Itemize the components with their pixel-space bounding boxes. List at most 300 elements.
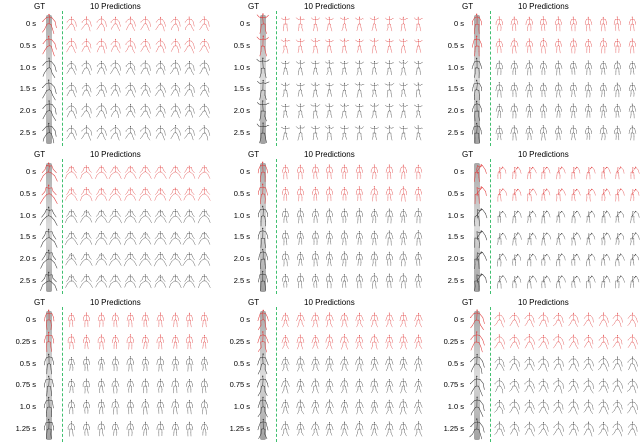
predictions-grid [64, 13, 212, 146]
gt-prediction-divider [62, 307, 63, 442]
gt-pose [252, 353, 274, 375]
prediction-pose [367, 331, 382, 353]
prediction-pose [168, 205, 183, 227]
prediction-pose [337, 79, 352, 101]
prediction-pose [94, 353, 109, 375]
prediction-pose [79, 183, 94, 205]
gt-pose [38, 270, 60, 292]
prediction-pose [278, 161, 293, 183]
gt-pose [466, 248, 488, 270]
prediction-pose [153, 79, 168, 101]
prediction-pose [322, 309, 337, 331]
prediction-pose [153, 122, 168, 144]
prediction-pose [197, 331, 212, 353]
gt-pose [252, 418, 274, 440]
prediction-pose [367, 183, 382, 205]
prediction-pose [337, 122, 352, 144]
prediction-pose [382, 227, 397, 249]
gt-pose [252, 270, 274, 292]
prediction-pose [566, 205, 581, 227]
prediction-pose [522, 35, 537, 57]
prediction-pose [94, 183, 109, 205]
time-label: 2.5 s [234, 128, 250, 137]
prediction-pose [596, 375, 611, 397]
prediction-pose [507, 375, 522, 397]
gt-pose [466, 418, 488, 440]
prediction-pose [182, 248, 197, 270]
prediction-pose [308, 375, 323, 397]
prediction-pose [138, 57, 153, 79]
prediction-pose [352, 183, 367, 205]
prediction-pose [182, 13, 197, 35]
prediction-pose [382, 122, 397, 144]
prediction-pose [396, 418, 411, 440]
time-label: 2.0 s [234, 106, 250, 115]
prediction-pose [382, 35, 397, 57]
time-label: 0 s [240, 315, 250, 324]
gt-column-label: GT [462, 298, 473, 307]
prediction-pose [168, 161, 183, 183]
prediction-pose [79, 309, 94, 331]
time-label: 1.5 s [234, 232, 250, 241]
prediction-panel [432, 298, 640, 442]
prediction-pose [596, 270, 611, 292]
prediction-pose [596, 353, 611, 375]
prediction-pose [581, 79, 596, 101]
prediction-pose [278, 13, 293, 35]
prediction-pose [610, 57, 625, 79]
prediction-pose [581, 270, 596, 292]
prediction-pose [168, 248, 183, 270]
prediction-pose [322, 35, 337, 57]
prediction-pose [522, 396, 537, 418]
prediction-pose [197, 205, 212, 227]
prediction-pose [337, 205, 352, 227]
prediction-pose [610, 248, 625, 270]
prediction-pose [596, 248, 611, 270]
prediction-pose [566, 309, 581, 331]
prediction-pose [596, 205, 611, 227]
prediction-pose [168, 418, 183, 440]
prediction-pose [138, 418, 153, 440]
gt-pose [38, 35, 60, 57]
prediction-pose [64, 375, 79, 397]
prediction-pose [123, 205, 138, 227]
predictions-grid [492, 161, 640, 294]
prediction-pose [581, 248, 596, 270]
prediction-pose [168, 227, 183, 249]
prediction-pose [153, 227, 168, 249]
prediction-pose [522, 270, 537, 292]
prediction-pose [79, 331, 94, 353]
prediction-pose [566, 227, 581, 249]
prediction-pose [337, 353, 352, 375]
prediction-pose [94, 309, 109, 331]
prediction-pose [278, 375, 293, 397]
prediction-pose [551, 57, 566, 79]
prediction-pose [492, 270, 507, 292]
prediction-pose [94, 396, 109, 418]
prediction-pose [352, 375, 367, 397]
predictions-column-label: 10 Predictions [304, 298, 355, 307]
prediction-pose [123, 161, 138, 183]
prediction-pose [581, 227, 596, 249]
prediction-pose [596, 309, 611, 331]
prediction-pose [182, 375, 197, 397]
gt-pose [466, 183, 488, 205]
time-label: 1.0 s [20, 402, 36, 411]
prediction-pose [581, 375, 596, 397]
gt-pose [38, 375, 60, 397]
prediction-pose [197, 309, 212, 331]
gt-pose [252, 100, 274, 122]
ground-truth-column [466, 309, 488, 442]
gt-prediction-divider [276, 307, 277, 442]
gt-pose [252, 183, 274, 205]
gt-pose [38, 13, 60, 35]
time-label: 0 s [240, 167, 250, 176]
prediction-pose [411, 309, 426, 331]
prediction-pose [536, 79, 551, 101]
prediction-pose [382, 248, 397, 270]
time-label: 1.0 s [234, 63, 250, 72]
prediction-pose [536, 183, 551, 205]
prediction-pose [278, 353, 293, 375]
prediction-pose [382, 100, 397, 122]
prediction-pose [551, 183, 566, 205]
prediction-pose [396, 122, 411, 144]
prediction-pose [153, 100, 168, 122]
prediction-pose [108, 331, 123, 353]
gt-column-label: GT [462, 150, 473, 159]
time-label: 0 s [26, 167, 36, 176]
prediction-pose [581, 183, 596, 205]
prediction-pose [123, 309, 138, 331]
predictions-grid [278, 161, 426, 294]
prediction-pose [108, 13, 123, 35]
prediction-pose [536, 270, 551, 292]
prediction-pose [293, 227, 308, 249]
prediction-pose [197, 79, 212, 101]
gt-pose [466, 13, 488, 35]
prediction-pose [123, 35, 138, 57]
prediction-pose [551, 100, 566, 122]
prediction-pose [551, 353, 566, 375]
prediction-pose [610, 353, 625, 375]
gt-pose [252, 248, 274, 270]
prediction-pose [168, 375, 183, 397]
time-label: 1.25 s [444, 424, 464, 433]
prediction-pose [352, 161, 367, 183]
prediction-pose [492, 331, 507, 353]
prediction-pose [94, 248, 109, 270]
time-label: 2.0 s [20, 254, 36, 263]
prediction-pose [610, 309, 625, 331]
gt-pose [252, 396, 274, 418]
prediction-pose [153, 161, 168, 183]
prediction-pose [411, 79, 426, 101]
prediction-pose [308, 183, 323, 205]
prediction-pose [138, 309, 153, 331]
prediction-pose [625, 248, 640, 270]
prediction-pose [411, 248, 426, 270]
gt-pose [38, 309, 60, 331]
prediction-pose [278, 396, 293, 418]
prediction-pose [278, 183, 293, 205]
prediction-pose [94, 100, 109, 122]
prediction-pose [278, 309, 293, 331]
prediction-pose [492, 205, 507, 227]
prediction-pose [551, 13, 566, 35]
prediction-pose [411, 35, 426, 57]
prediction-pose [536, 309, 551, 331]
gt-column-label: GT [34, 298, 45, 307]
gt-pose [252, 161, 274, 183]
prediction-pose [168, 183, 183, 205]
prediction-pose [382, 13, 397, 35]
gt-pose [466, 396, 488, 418]
prediction-pose [123, 418, 138, 440]
gt-pose [252, 13, 274, 35]
prediction-pose [293, 183, 308, 205]
prediction-pose [492, 79, 507, 101]
prediction-pose [94, 161, 109, 183]
time-label: 2.5 s [448, 128, 464, 137]
ground-truth-column [466, 13, 488, 146]
prediction-pose [625, 100, 640, 122]
prediction-panel [4, 2, 214, 146]
gt-pose [466, 57, 488, 79]
gt-pose [38, 331, 60, 353]
gt-pose [252, 57, 274, 79]
prediction-pose [396, 396, 411, 418]
prediction-pose [322, 100, 337, 122]
time-label: 0.5 s [234, 41, 250, 50]
prediction-pose [492, 122, 507, 144]
prediction-pose [123, 331, 138, 353]
gt-pose [38, 227, 60, 249]
prediction-pose [79, 205, 94, 227]
prediction-pose [625, 35, 640, 57]
prediction-pose [153, 375, 168, 397]
prediction-pose [308, 79, 323, 101]
time-label: 1.0 s [448, 211, 464, 220]
prediction-pose [123, 227, 138, 249]
time-label: 1.25 s [230, 424, 250, 433]
prediction-pose [352, 248, 367, 270]
prediction-pose [596, 100, 611, 122]
prediction-pose [352, 35, 367, 57]
gt-prediction-divider [276, 159, 277, 294]
prediction-pose [536, 227, 551, 249]
prediction-pose [168, 122, 183, 144]
time-label: 2.0 s [234, 254, 250, 263]
prediction-pose [278, 57, 293, 79]
gt-pose [466, 375, 488, 397]
time-label: 1.0 s [20, 211, 36, 220]
prediction-pose [293, 100, 308, 122]
prediction-pose [507, 227, 522, 249]
gt-pose [252, 227, 274, 249]
prediction-pose [308, 35, 323, 57]
gt-pose [38, 205, 60, 227]
prediction-pose [522, 13, 537, 35]
prediction-pose [94, 270, 109, 292]
prediction-pose [581, 122, 596, 144]
prediction-pose [337, 161, 352, 183]
prediction-pose [197, 57, 212, 79]
prediction-pose [108, 79, 123, 101]
prediction-pose [64, 331, 79, 353]
prediction-pose [322, 331, 337, 353]
prediction-pose [182, 227, 197, 249]
prediction-pose [94, 375, 109, 397]
prediction-pose [337, 396, 352, 418]
prediction-pose [566, 396, 581, 418]
prediction-pose [123, 375, 138, 397]
prediction-pose [367, 270, 382, 292]
prediction-panel [218, 298, 428, 442]
gt-pose [466, 100, 488, 122]
prediction-pose [536, 331, 551, 353]
prediction-pose [396, 79, 411, 101]
prediction-pose [536, 353, 551, 375]
prediction-pose [182, 100, 197, 122]
prediction-pose [507, 161, 522, 183]
prediction-pose [79, 122, 94, 144]
prediction-pose [382, 418, 397, 440]
prediction-pose [522, 248, 537, 270]
prediction-pose [182, 270, 197, 292]
time-axis [432, 309, 466, 442]
predictions-column-label: 10 Predictions [90, 150, 141, 159]
prediction-pose [182, 183, 197, 205]
prediction-pose [322, 375, 337, 397]
prediction-pose [352, 205, 367, 227]
prediction-pose [581, 13, 596, 35]
prediction-pose [79, 375, 94, 397]
prediction-pose [138, 205, 153, 227]
prediction-panel [4, 298, 214, 442]
prediction-pose [551, 205, 566, 227]
prediction-pose [123, 79, 138, 101]
prediction-pose [79, 57, 94, 79]
prediction-pose [322, 396, 337, 418]
prediction-pose [322, 161, 337, 183]
prediction-pose [293, 309, 308, 331]
prediction-pose [507, 205, 522, 227]
gt-column-label: GT [248, 150, 259, 159]
ground-truth-column [466, 161, 488, 294]
prediction-pose [625, 309, 640, 331]
prediction-pose [79, 161, 94, 183]
time-label: 2.5 s [20, 276, 36, 285]
prediction-pose [197, 183, 212, 205]
prediction-pose [551, 418, 566, 440]
ground-truth-column [252, 161, 274, 294]
prediction-pose [492, 396, 507, 418]
prediction-pose [581, 418, 596, 440]
prediction-pose [382, 161, 397, 183]
prediction-pose [108, 353, 123, 375]
prediction-pose [123, 270, 138, 292]
prediction-pose [278, 205, 293, 227]
prediction-pose [138, 353, 153, 375]
prediction-pose [507, 270, 522, 292]
time-label: 0.5 s [20, 41, 36, 50]
prediction-pose [581, 161, 596, 183]
time-label: 1.5 s [20, 232, 36, 241]
prediction-pose [382, 205, 397, 227]
prediction-pose [79, 79, 94, 101]
prediction-pose [551, 35, 566, 57]
prediction-pose [108, 183, 123, 205]
prediction-pose [153, 270, 168, 292]
predictions-column-label: 10 Predictions [90, 2, 141, 11]
ground-truth-column [252, 309, 274, 442]
prediction-pose [610, 100, 625, 122]
prediction-pose [108, 57, 123, 79]
prediction-pose [123, 183, 138, 205]
prediction-pose [522, 418, 537, 440]
ground-truth-column [38, 309, 60, 442]
prediction-pose [293, 35, 308, 57]
prediction-pose [411, 13, 426, 35]
gt-pose [38, 418, 60, 440]
prediction-pose [536, 57, 551, 79]
prediction-pose [308, 309, 323, 331]
prediction-pose [79, 396, 94, 418]
prediction-pose [108, 227, 123, 249]
prediction-pose [337, 13, 352, 35]
prediction-pose [94, 35, 109, 57]
prediction-pose [352, 13, 367, 35]
ground-truth-column [38, 161, 60, 294]
prediction-pose [411, 205, 426, 227]
prediction-pose [79, 270, 94, 292]
prediction-pose [492, 309, 507, 331]
ground-truth-column [252, 13, 274, 146]
prediction-pose [182, 79, 197, 101]
prediction-pose [138, 79, 153, 101]
prediction-pose [492, 418, 507, 440]
gt-column-label: GT [34, 150, 45, 159]
prediction-pose [551, 309, 566, 331]
prediction-pose [396, 13, 411, 35]
time-label: 1.25 s [16, 424, 36, 433]
prediction-pose [79, 248, 94, 270]
time-label: 2.0 s [448, 254, 464, 263]
time-label: 0.25 s [230, 337, 250, 346]
prediction-pose [596, 227, 611, 249]
prediction-pose [396, 248, 411, 270]
prediction-pose [322, 122, 337, 144]
prediction-pose [536, 100, 551, 122]
time-label: 0 s [240, 19, 250, 28]
prediction-pose [507, 353, 522, 375]
prediction-pose [293, 375, 308, 397]
time-label: 0 s [454, 167, 464, 176]
prediction-pose [352, 418, 367, 440]
time-axis [218, 13, 252, 146]
gt-pose [466, 331, 488, 353]
predictions-grid [492, 13, 640, 146]
prediction-pose [522, 79, 537, 101]
predictions-column-label: 10 Predictions [90, 298, 141, 307]
prediction-pose [610, 331, 625, 353]
prediction-pose [581, 309, 596, 331]
prediction-pose [507, 309, 522, 331]
